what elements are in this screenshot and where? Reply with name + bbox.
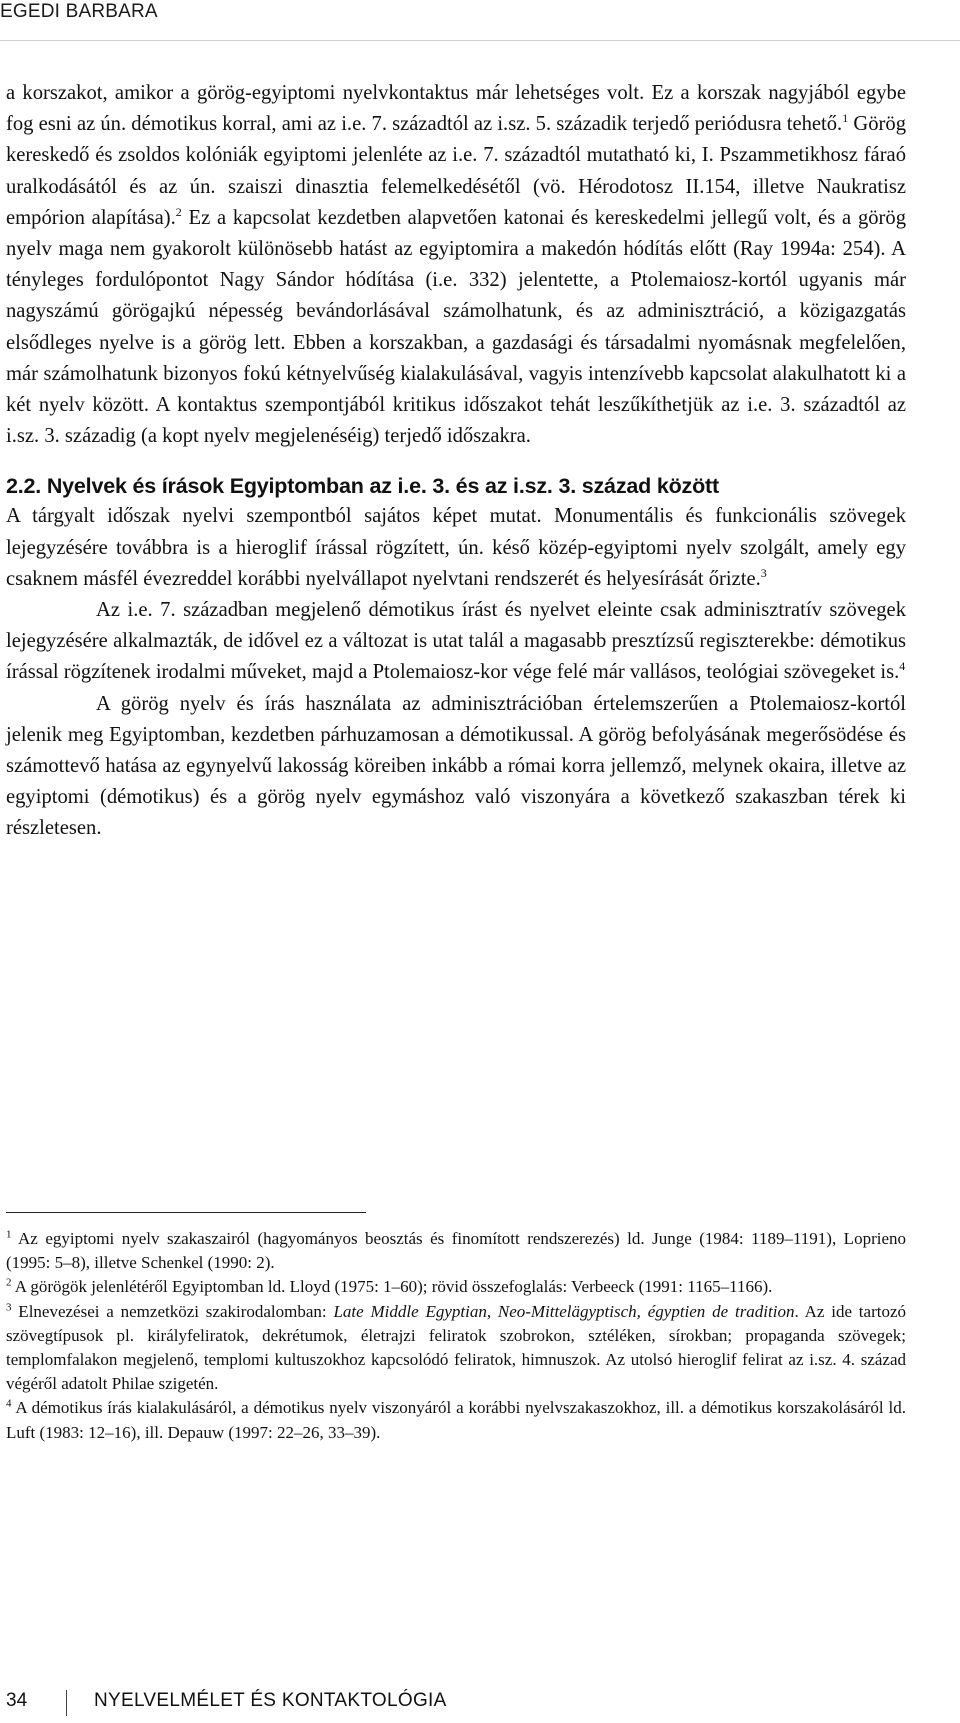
footnote-3-text-a: Elnevezései a nemzetközi szakirodalomban:	[11, 1301, 334, 1321]
running-head-author: EGEDI BARBARA	[0, 1, 158, 22]
header-rule	[0, 40, 960, 41]
paragraph-3	[6, 595, 906, 689]
footnote-4-text: A démotikus írás kialakulásáról, a démotikus nyelv viszonyáról a korábbi nyelvszakaszokhoz, ill. a démotikus korszakolásáról ld. Luft (1983: 12–16), ill. Depauw (1997: 22–26, 33–39).	[6, 1398, 906, 1442]
footnote-1-number: 1	[6, 1228, 12, 1241]
paragraph-1	[6, 78, 906, 452]
footnote-3	[6, 1300, 906, 1397]
footnote-ref-1[interactable]: 1	[842, 111, 849, 126]
footnote-ref-3[interactable]: 3	[760, 565, 767, 580]
footnote-3-italic-terms: Late Middle Egyptian, Neo-Mittelägyptisch, égyptien de tradition	[333, 1301, 795, 1321]
footer-separator	[66, 1690, 67, 1716]
page-footer	[0, 1686, 960, 1716]
footnote-ref-4[interactable]: 4	[899, 659, 906, 674]
journal-title: NYELVELMÉLET ÉS KONTAKTOLÓGIA	[94, 1690, 447, 1711]
footnote-1	[6, 1227, 906, 1275]
footnote-2-text: A görögök jelenlétéről Egyiptomban ld. Lloyd (1975: 1–60); rövid összefoglalás: Verbeeck (1991: 1165–1166).	[11, 1277, 773, 1297]
footnote-3-number: 3	[6, 1300, 12, 1313]
footnote-2-number: 2	[6, 1276, 12, 1289]
footnote-2	[6, 1275, 906, 1299]
paragraph-1-part-a: a korszakot, amikor a görög-egyiptomi nyelvkontaktus már lehetséges volt. Ez a korszak nagyjából egybe fog esni az ún. démotikus korral, ami az i.e. 7. századtól az i.sz. 5. századik terjedő periódusra tehető.	[6, 82, 906, 136]
paragraph-2-text: A tárgyalt időszak nyelvi szempontból sajátos képet mutat. Monumentális és funkcionális szövegek lejegyzésére továbbra is a hieroglif írással rögzített, ún. késő közép-egyiptomi nyelv szolgált, amely egy csaknem másfél évezreddel korábbi nyelvállapot nyelvtani rendszerét és helyesírását őrizte.	[6, 505, 906, 590]
paragraph-4	[6, 689, 906, 845]
footnote-4	[6, 1396, 906, 1444]
paragraph-3-text: Az i.e. 7. században megjelenő démotikus írást és nyelvet eleinte csak adminisztratív szövegek lejegyzésére alkalmazták, de idővel ez a változat is utat talál a magasabb presztízsű regiszterekbe: démotikus írással rögzítenek irodalmi műveket, majd a Ptolemaiosz-kor vége felé már vallásos, teológiai szövegeket is.	[6, 599, 906, 684]
footnote-4-number: 4	[6, 1397, 12, 1410]
main-text	[6, 78, 906, 845]
section-heading: 2.2. Nyelvek és írások Egyiptomban az i.e. 3. és az i.sz. 3. század között	[6, 474, 719, 499]
footnote-1-text: Az egyiptomi nyelv szakaszairól (hagyományos beosztás és finomított rendszerezés) ld. Junge (1984: 1189–1191), Loprieno (1995: 5–8), illetve Schenkel (1990: 2).	[6, 1229, 906, 1273]
footnote-ref-2[interactable]: 2	[175, 204, 182, 219]
footnote-separator	[6, 1212, 366, 1213]
paragraph-4-text: A görög nyelv és írás használata az adminisztrációban értelemszerűen a Ptolemaiosz-kortól jelenik meg Egyiptomban, kezdetben párhuzamosan a démotikussal. A görög befolyásának megerősödése és számottevő hatása az egynyelvű lakosság köreiben inkább a római korra jellemző, melynek okaira, illetve az egyiptomi (démotikus) és a görög nyelv egymáshoz való viszonyára a következő szakaszban térek ki részletesen.	[6, 692, 906, 840]
page-number: 34	[6, 1690, 28, 1711]
footnote-3-text-b: . Az ide tartozó szövegtípusok pl. királyfeliratok, dekrétumok, életrajzi feliratok szobrokon, sztéléken, sírokban; propaganda szövegek; templomfalakon megjelenő, templomi kultuszokhoz kapcsolódó feliratok, himnuszok. Az utolsó hieroglif felirat az i.sz. 4. század végéről adatolt Philae szigetén.	[6, 1301, 907, 1394]
paragraph-2	[6, 501, 906, 595]
paragraph-1-part-c: Ez a kapcsolat kezdetben alapvetően katonai és kereskedelmi jellegű volt, és a görög nyelv maga nem gyakorolt különösebb hatást az egyiptomira a makedón hódítás előtt (Ray 1994a: 254). A tényleges fordulópontot Nagy Sándor hódítása (i.e. 332) jelentette, a Ptolemaiosz-kortól ugyanis már nagyszámú görögajkú népesség bevándorlásával számolhatunk, és az adminisztráció, a közigazgatás elsődleges nyelve is a görög lett. Ebben a korszakban, a gazdasági és társadalmi nyomásnak megfelelően, már számolhatunk bizonyos fokú kétnyelvűség kialakulásával, vagyis intenzívebb kapcsolat alakulhatott ki a két nyelv között. A kontaktus szempontjából kritikus időszakot tehát leszűkíthetjük az i.e. 3. századtól az i.sz. 3. századig (a kopt nyelv megjelenéséig) terjedő időszakra.	[6, 206, 906, 448]
paragraph-1-part-b: Görög kereskedő és zsoldos kolóniák egyiptomi jelenléte az i.e. 7. századtól mutatható ki, I. Pszammetikhosz fáraó uralkodásától és az ún. szaiszi dinasztia felemelkedésétől (vö. Hérodotosz II.154, illetve Naukratisz empórion alapítása).	[6, 113, 906, 229]
footnotes	[6, 1227, 906, 1445]
